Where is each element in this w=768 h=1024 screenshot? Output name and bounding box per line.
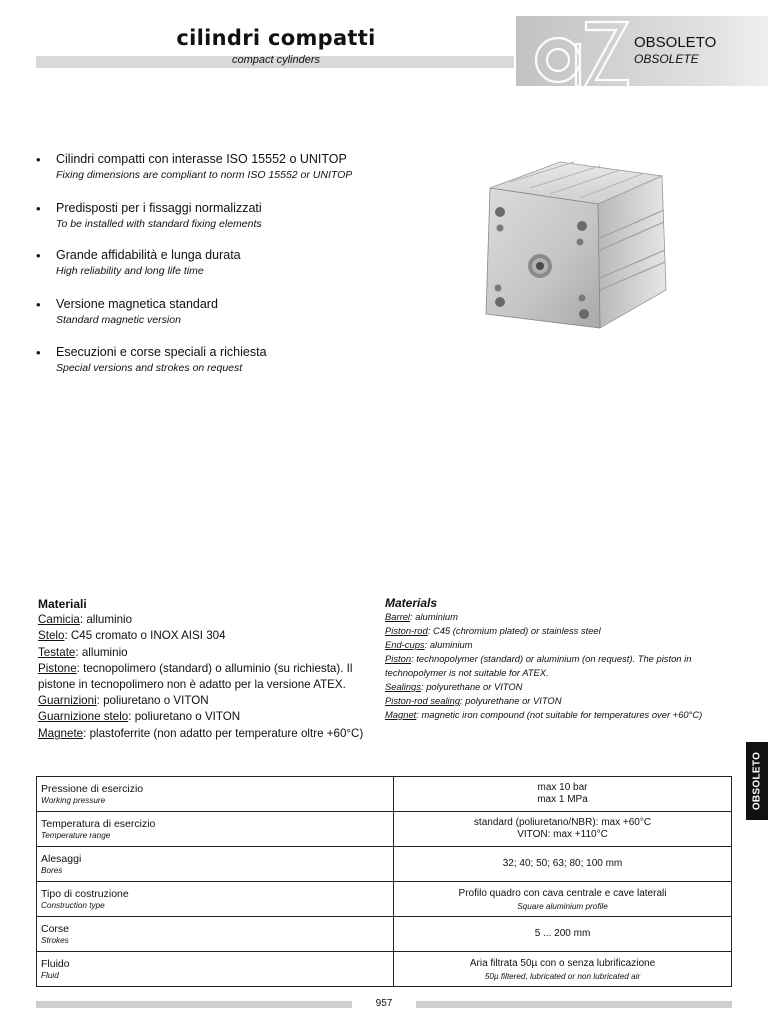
footer-bar-left (36, 1001, 352, 1008)
material-label: Piston-rod sealing (385, 695, 461, 706)
spec-value: 32; 40; 50; 63; 80; 100 mm (502, 858, 623, 869)
spec-value-cell (394, 917, 732, 952)
material-text: tecnopolimero (standard) o alluminio (su richiesta). Il pistone in tecnopolimero non è adatto per la versione ATEX. (38, 661, 353, 692)
status-obsolete-it: OBSOLETO (634, 34, 717, 51)
feature-it: Grande affidabilità e lunga durata (56, 248, 241, 262)
material-label: Testate (38, 645, 76, 659)
footer-bar-right (416, 1001, 732, 1008)
feature-it: Esecuzioni e corse speciali a richiesta (56, 345, 267, 359)
spec-label-cell (37, 882, 394, 917)
bullet-icon: • (36, 152, 41, 167)
spec-label-it: Corse (41, 923, 70, 935)
materials-heading-it: Materiali (38, 597, 87, 611)
material-text: alluminio (81, 645, 128, 659)
spec-label-cell (37, 917, 394, 952)
spec-label-en: Bores (41, 866, 63, 875)
material-row: Guarnizioni: poliuretano o VITON (38, 694, 209, 708)
spec-value-2: max 1 MPa (537, 794, 588, 805)
spec-label-cell (37, 777, 394, 812)
material-row: Testate: alluminio (38, 645, 128, 659)
spec-label-cell (37, 952, 394, 987)
feature-it: Cilindri compatti con interasse ISO 15552 o UNITOP (56, 152, 347, 166)
material-text: polyurethane or VITON (426, 681, 523, 692)
spec-value-en: 50µ filtered, lubricated or non lubricated air (484, 971, 641, 981)
material-text: aluminium (415, 611, 458, 622)
spec-label-en: Fluid (41, 971, 59, 980)
material-label: Sealings (385, 681, 421, 692)
material-label: Magnet (385, 709, 417, 720)
page-number: 957 (375, 998, 393, 1009)
material-row: Barrel: aluminium (385, 611, 458, 622)
material-label: Piston (385, 653, 412, 664)
spec-value-cell (394, 812, 732, 847)
material-text: magnetic iron compound (not suitable for temperatures over +60°C) (421, 709, 703, 720)
spec-label-it: Pressione di esercizio (41, 783, 144, 795)
spec-label-cell (37, 847, 394, 882)
material-text: C45 cromato o INOX AISI 304 (70, 629, 226, 643)
material-row: Piston-rod: C45 (chromium plated) or stainless steel (385, 625, 601, 636)
materials-heading-en: Materials (385, 596, 438, 610)
material-text: aluminium (429, 639, 473, 650)
material-label: Camicia (38, 613, 80, 627)
spec-label-it: Tipo di costruzione (41, 888, 129, 900)
table-row (37, 952, 732, 987)
spec-label-en: Temperature range (41, 831, 111, 840)
material-row: Piston: technopolymer (standard) or aluminium (on request). The piston in technopolymer is not suitable for ATEX. (385, 653, 692, 678)
spec-label-en: Strokes (41, 936, 69, 945)
spec-label-it: Temperatura di esercizio (41, 818, 156, 830)
material-text: C45 (chromium plated) or stainless steel (432, 625, 601, 636)
material-text: poliuretano o VITON (134, 710, 241, 724)
page-title: cilindri compatti (176, 26, 376, 50)
material-label: Guarnizione stelo (38, 710, 129, 724)
material-row: Sealings: polyurethane or VITON (385, 681, 523, 692)
material-text: technopolymer (standard) or aluminium (on request). The piston in technopolymer is not suitable for ATEX. (385, 653, 692, 678)
material-label: Pistone (38, 661, 77, 675)
table-row (37, 777, 732, 812)
bullet-icon: • (36, 201, 41, 216)
material-label: Magnete (38, 726, 84, 740)
spec-label-it: Fluido (41, 958, 70, 970)
material-label: Piston-rod (385, 625, 428, 636)
spec-value-cell (394, 882, 732, 917)
side-tab-obsolete (746, 742, 768, 820)
material-text: alluminio (86, 613, 133, 627)
feature-en: Fixing dimensions are compliant to norm ISO 15552 or UNITOP (56, 169, 353, 181)
bullet-icon: • (36, 248, 41, 263)
material-text: plastoferrite (non adatto per temperature oltre +60°C) (89, 726, 364, 740)
spec-value-cell (394, 952, 732, 987)
table-row (37, 882, 732, 917)
brand-banner (516, 16, 768, 86)
material-row: Magnete: plastoferrite (non adatto per temperature oltre +60°C) (38, 726, 364, 740)
material-label: Barrel (385, 611, 411, 622)
material-row: Magnet: magnetic iron compound (not suitable for temperatures over +60°C) (385, 709, 703, 720)
feature-en: To be installed with standard fixing elements (56, 218, 262, 230)
bullet-icon: • (36, 345, 41, 360)
material-row: End-cups: aluminium (385, 639, 473, 650)
material-text: poliuretano o VITON (103, 694, 209, 708)
spec-value: 5 ... 200 mm (534, 928, 591, 939)
spec-value-2: VITON: max +110°C (517, 829, 608, 840)
materials-english (385, 596, 735, 722)
material-row: Piston-rod sealing: polyurethane or VITON (385, 695, 562, 706)
spec-label-en: Construction type (41, 901, 105, 910)
spec-label-it: Alesaggi (41, 853, 82, 865)
feature-it: Versione magnetica standard (56, 297, 218, 311)
spec-value: max 10 bar (537, 782, 588, 793)
material-text: polyurethane or VITON (465, 695, 562, 706)
material-row: Stelo: C45 cromato o INOX AISI 304 (38, 629, 226, 643)
specifications-table (36, 776, 732, 987)
spec-label-cell (37, 812, 394, 847)
compact-cylinder-image (470, 150, 680, 350)
page-subtitle: compact cylinders (231, 54, 321, 66)
spec-value: Profilo quadro con cava centrale e cave laterali (458, 887, 667, 899)
table-row (37, 812, 732, 847)
feature-en: High reliability and long life time (56, 265, 204, 277)
spec-value-cell (394, 777, 732, 812)
spec-value: Aria filtrata 50µ con o senza lubrificazione (469, 957, 656, 969)
feature-it: Predisposti per i fissaggi normalizzati (56, 201, 262, 215)
az-logo-icon (524, 16, 634, 86)
materials-italian (38, 596, 378, 742)
spec-value: standard (poliuretano/NBR): max +60°C (473, 817, 652, 828)
material-row: Pistone: tecnopolimero (standard) o alluminio (su richiesta). Il pistone in tecnopolimero non è adatto per la versione ATEX. (38, 661, 353, 692)
feature-en: Standard magnetic version (56, 314, 181, 326)
side-tab-label: OBSOLETO (751, 751, 763, 811)
spec-value-cell (394, 847, 732, 882)
material-label: Stelo (38, 629, 65, 643)
material-label: Guarnizioni (38, 694, 97, 708)
spec-value-en: Square aluminium profile (517, 901, 608, 911)
table-row (37, 917, 732, 952)
material-label: End-cups (385, 639, 425, 650)
status-obsolete-en: OBSOLETE (634, 52, 699, 66)
material-row: Guarnizione stelo: poliuretano o VITON (38, 710, 241, 724)
material-row: Camicia: alluminio (38, 613, 133, 627)
bullet-icon: • (36, 297, 41, 312)
table-row (37, 847, 732, 882)
spec-label-en: Working pressure (41, 796, 106, 805)
feature-en: Special versions and strokes on request (56, 362, 243, 374)
